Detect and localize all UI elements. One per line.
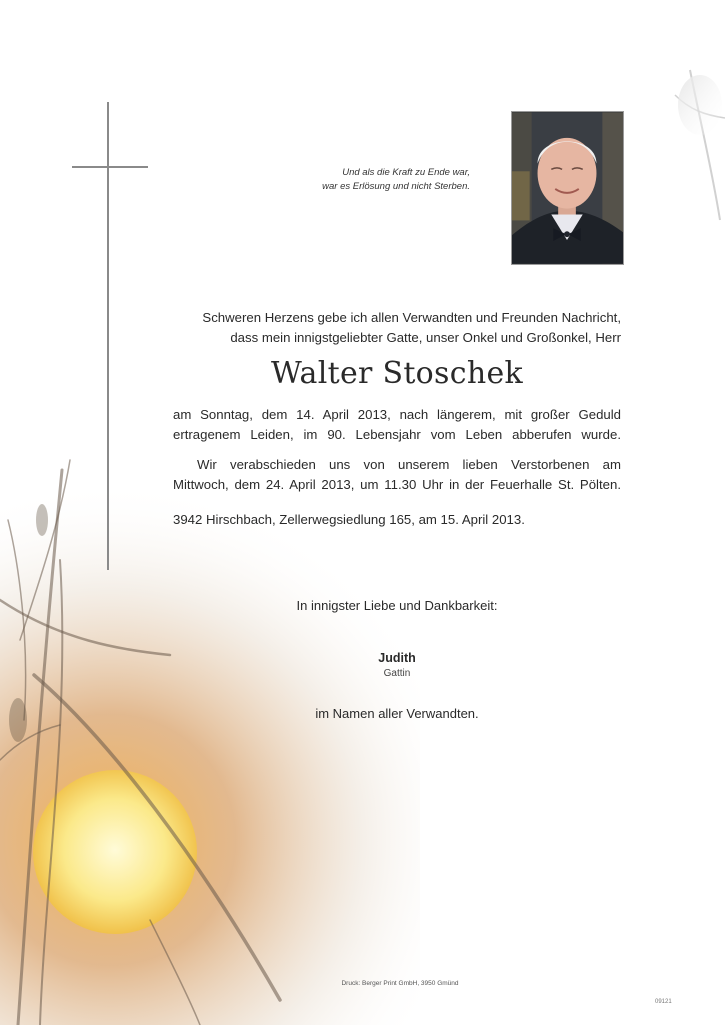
place-and-date: 3942 Hirschbach, Zellerwegsiedlung 165, am 15. April 2013.: [173, 512, 525, 527]
intro-line-2: dass mein innigstgeliebter Gatte, unser Onkel und Großonkel, Herr: [230, 330, 621, 345]
document-code: 09121: [655, 999, 672, 1005]
farewell-paragraph: [173, 455, 621, 495]
death-paragraph: [173, 405, 621, 445]
farewell-line-2: Mittwoch, dem 24. April 2013, um 11.30 Uhr in der Feuerhalle St. Pölten.: [173, 477, 621, 492]
motto-line-2: war es Erlösung und nicht Sterben.: [322, 181, 470, 192]
deceased-name: Walter Stoschek: [270, 356, 523, 391]
farewell-line-1: Wir verabschieden uns von unserem lieben Verstorbenen am: [197, 457, 621, 472]
mourner-role: Gattin: [383, 668, 411, 679]
motto-line-1: Und als die Kraft zu Ende war,: [342, 167, 470, 178]
portrait-photo: [511, 111, 624, 265]
love-line: In innigster Liebe und Dankbarkeit:: [296, 598, 498, 613]
death-line-1: am Sonntag, dem 14. April 2013, nach längerem, mit großer Geduld: [173, 407, 621, 422]
relatives-line: im Namen aller Verwandten.: [315, 706, 479, 721]
printer-credit: Druck: Berger Print GmbH, 3950 Gmünd: [341, 980, 459, 987]
cross-vertical-bar: [107, 102, 109, 570]
portrait-image: [512, 112, 623, 264]
death-line-2: ertragenem Leiden, im 90. Lebensjahr vom Leben abberufen wurde.: [173, 427, 621, 442]
intro-paragraph: [173, 308, 621, 348]
intro-line-1: Schweren Herzens gebe ich allen Verwandten und Freunden Nachricht,: [202, 310, 621, 325]
mourner-name: Judith: [378, 651, 416, 665]
motto-quote: [250, 166, 470, 194]
cross-horizontal-bar: [72, 166, 148, 168]
